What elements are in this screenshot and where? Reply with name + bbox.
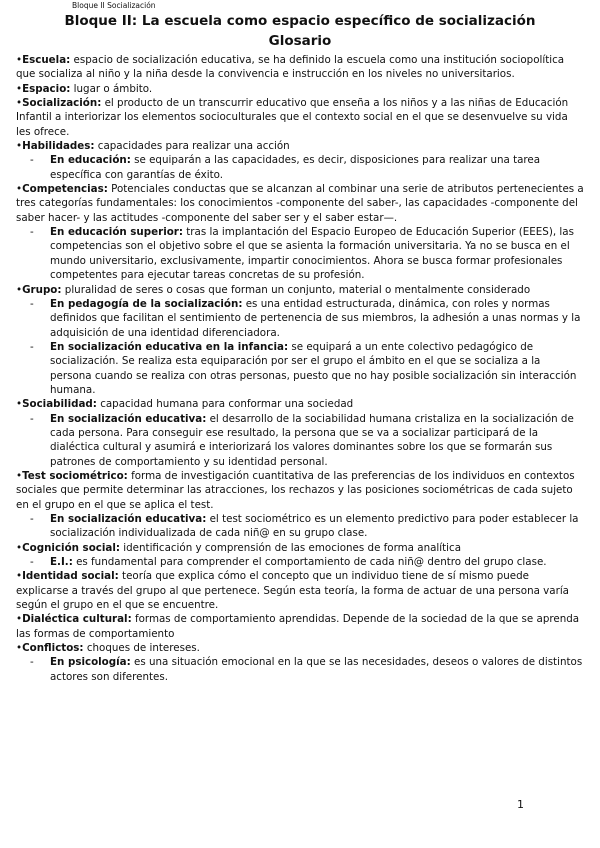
subentry-term: En educación superior: — [50, 226, 183, 239]
entry-term: Socialización: — [22, 97, 102, 110]
entry-term: Escuela: — [22, 54, 71, 66]
entry-definition: choques de intereses. — [83, 642, 200, 655]
glossary-subentry — [16, 555, 584, 569]
glossary-entry — [16, 53, 584, 82]
page-title: Bloque II: La escuela como espacio específico de socialización — [64, 13, 536, 29]
entry-definition: forma de investigación cuantitativa de las preferencias de los individuos en contextos sociales que permite determinar las atracciones, los rechazos y las posiciones sociométricas de cada sujeto en el grupo en el que se aplica el test. — [16, 469, 575, 511]
subentry-definition: el desarrollo de la sociabilidad humana cristaliza en la socialización de cada persona. Para conseguir ese resultado, la persona que se va a socializar participará de la dialéctica cultural y asumirá e interiorizará los valores dominantes sobre los que se formarán sus patrones de comportamiento y su identidad personal. — [50, 412, 574, 468]
glossary-entry — [16, 96, 584, 139]
entry-term: Habilidades: — [22, 140, 95, 153]
dash-marker: - — [30, 556, 34, 569]
entry-definition: pluralidad de seres o cosas que forman un conjunto, material o mentalmente considerado — [61, 283, 531, 296]
entry-definition: capacidades para realizar una acción — [94, 140, 290, 153]
bullet: • — [16, 140, 23, 153]
subentry-definition: es fundamental para comprender el comportamiento de cada niñ@ dentro del grupo clase. — [72, 556, 547, 569]
glossary-subentry — [16, 412, 584, 469]
entry-definition: Potenciales conductas que se alcanzan al combinar una serie de atributos pertenecientes a tres categorías fundamentales: los conocimientos -componente del saber-, las capacidades -componente del saber hacer- y las actitudes -componente del saber ser y el saber estar—. — [16, 183, 584, 224]
bullet: • — [16, 570, 23, 583]
subentry-definition: se equiparán a las capacidades, es decir, disposiciones para realizar una tarea específica con garantías de éxito. — [50, 154, 541, 181]
bullet: • — [16, 183, 23, 196]
entry-definition: espacio de socialización educativa, se ha definido la escuela como una institución sociopolítica que socializa al niño y la niña desde la convivencia e instrucción en los niveles no universitarios. — [16, 54, 565, 81]
glossary-entry — [16, 469, 584, 512]
bullet: • — [16, 82, 23, 95]
dash-marker: - — [30, 154, 34, 167]
entry-term: Cognición social: — [22, 541, 120, 554]
subentry-definition: es una situación emocional en la que se las necesidades, deseos o valores de distintos actores son diferentes. — [50, 656, 583, 683]
glossary-subentry — [16, 340, 584, 397]
glossary — [16, 53, 584, 684]
dash-marker: - — [30, 340, 34, 353]
entry-definition: teoría que explica cómo el concepto que un individuo tiene de sí mismo puede explicarse a través del grupo al que pertenece. Según esta teoría, la forma de actuar de una persona varía según el grupo en el que se encuentre. — [16, 570, 569, 612]
entry-term: Grupo: — [22, 283, 62, 296]
glossary-entry — [16, 139, 584, 153]
bullet: • — [16, 541, 23, 554]
entry-definition: capacidad humana para conformar una sociedad — [96, 398, 354, 411]
glossary-subentry — [16, 297, 584, 340]
subentry-term: En socialización educativa: — [50, 412, 207, 425]
subentry-definition: se equipará a un ente colectivo pedagógico de socialización. Se realiza esta equiparación por ser el grupo el ámbito en el que se socializa a la persona cuando se realiza con otras personas, puesto que no hay posible socialización sin interacción humana. — [50, 340, 577, 396]
entry-term: Dialéctica cultural: — [22, 613, 132, 626]
glossary-entry — [16, 612, 584, 641]
glossary-subentry — [16, 512, 584, 541]
dash-marker: - — [30, 412, 34, 425]
dash-marker: - — [30, 297, 34, 310]
glossary-entry — [16, 641, 584, 655]
entry-term: Conflictos: — [22, 642, 84, 655]
bullet: • — [16, 613, 23, 626]
entry-term: Sociabilidad: — [22, 398, 97, 411]
entry-term: Identidad social: — [22, 570, 119, 583]
glossary-entry — [16, 82, 584, 96]
glossary-subentry — [16, 655, 584, 684]
entry-term: Competencias: — [22, 183, 108, 196]
entry-term: Espacio: — [22, 82, 71, 95]
entry-definition: el producto de un transcurrir educativo que enseña a los niños y a las niñas de Educación Infantil a interiorizar los elementos socioculturales que el contexto social en el que se desenvuelve su vida les ofrece. — [16, 97, 569, 138]
subentry-term: E.I.: — [50, 556, 73, 569]
subentry-term: En pedagogía de la socialización: — [50, 297, 243, 310]
subentry-term: En socialización educativa: — [50, 513, 207, 525]
entry-definition: identificación y comprensión de las emociones de forma analítica — [120, 541, 462, 554]
glossary-entry — [16, 541, 584, 555]
bullet: • — [16, 469, 23, 482]
dash-marker: - — [30, 513, 34, 525]
glossary-entry — [16, 569, 584, 612]
dash-marker: - — [30, 226, 34, 239]
bullet: • — [16, 398, 23, 411]
bullet: • — [16, 54, 23, 66]
bullet: • — [16, 97, 23, 110]
subentry-term: En educación: — [50, 154, 131, 167]
glossary-entry — [16, 182, 584, 225]
entry-term: Test sociométrico: — [22, 469, 128, 482]
page-subtitle: Glosario — [268, 33, 332, 49]
bullet: • — [16, 642, 23, 655]
subentry-definition: tras la implantación del Espacio Europeo de Educación Superior (EEES), las competencias son el objetivo sobre el que se asienta la formación universitaria. Ya no se busca en el mundo universitario, exclusivamente, impartir conocimientos. Ahora se busca formar profesionales competentes para ejecutar tareas concretas de su profesión. — [50, 226, 574, 282]
subentry-term: En socialización educativa en la infancia: — [50, 340, 289, 353]
subentry-definition: el test sociométrico es un elemento predictivo para poder establecer la socialización individualizada de cada niñ@ en su grupo clase. — [50, 513, 579, 540]
subentry-definition: es una entidad estructurada, dinámica, con roles y normas definidos que facilitan el sentimiento de pertenencia de sus miembros, la adhesión a unas normas y la adquisición de una identidad diferenciadora. — [50, 297, 581, 339]
running-header: Bloque II Socialización — [72, 1, 156, 10]
entry-definition: lugar o ámbito. — [70, 82, 153, 95]
entry-definition: formas de comportamiento aprendidas. Depende de la sociedad de la que se aprenda las formas de comportamiento — [16, 613, 580, 640]
glossary-subentry — [16, 153, 584, 182]
subentry-term: En psicología: — [50, 656, 131, 669]
glossary-entry — [16, 397, 584, 411]
glossary-subentry — [16, 225, 584, 282]
bullet: • — [16, 283, 23, 296]
page-number: 1 — [517, 798, 524, 811]
dash-marker: - — [30, 656, 34, 669]
glossary-entry — [16, 283, 584, 297]
